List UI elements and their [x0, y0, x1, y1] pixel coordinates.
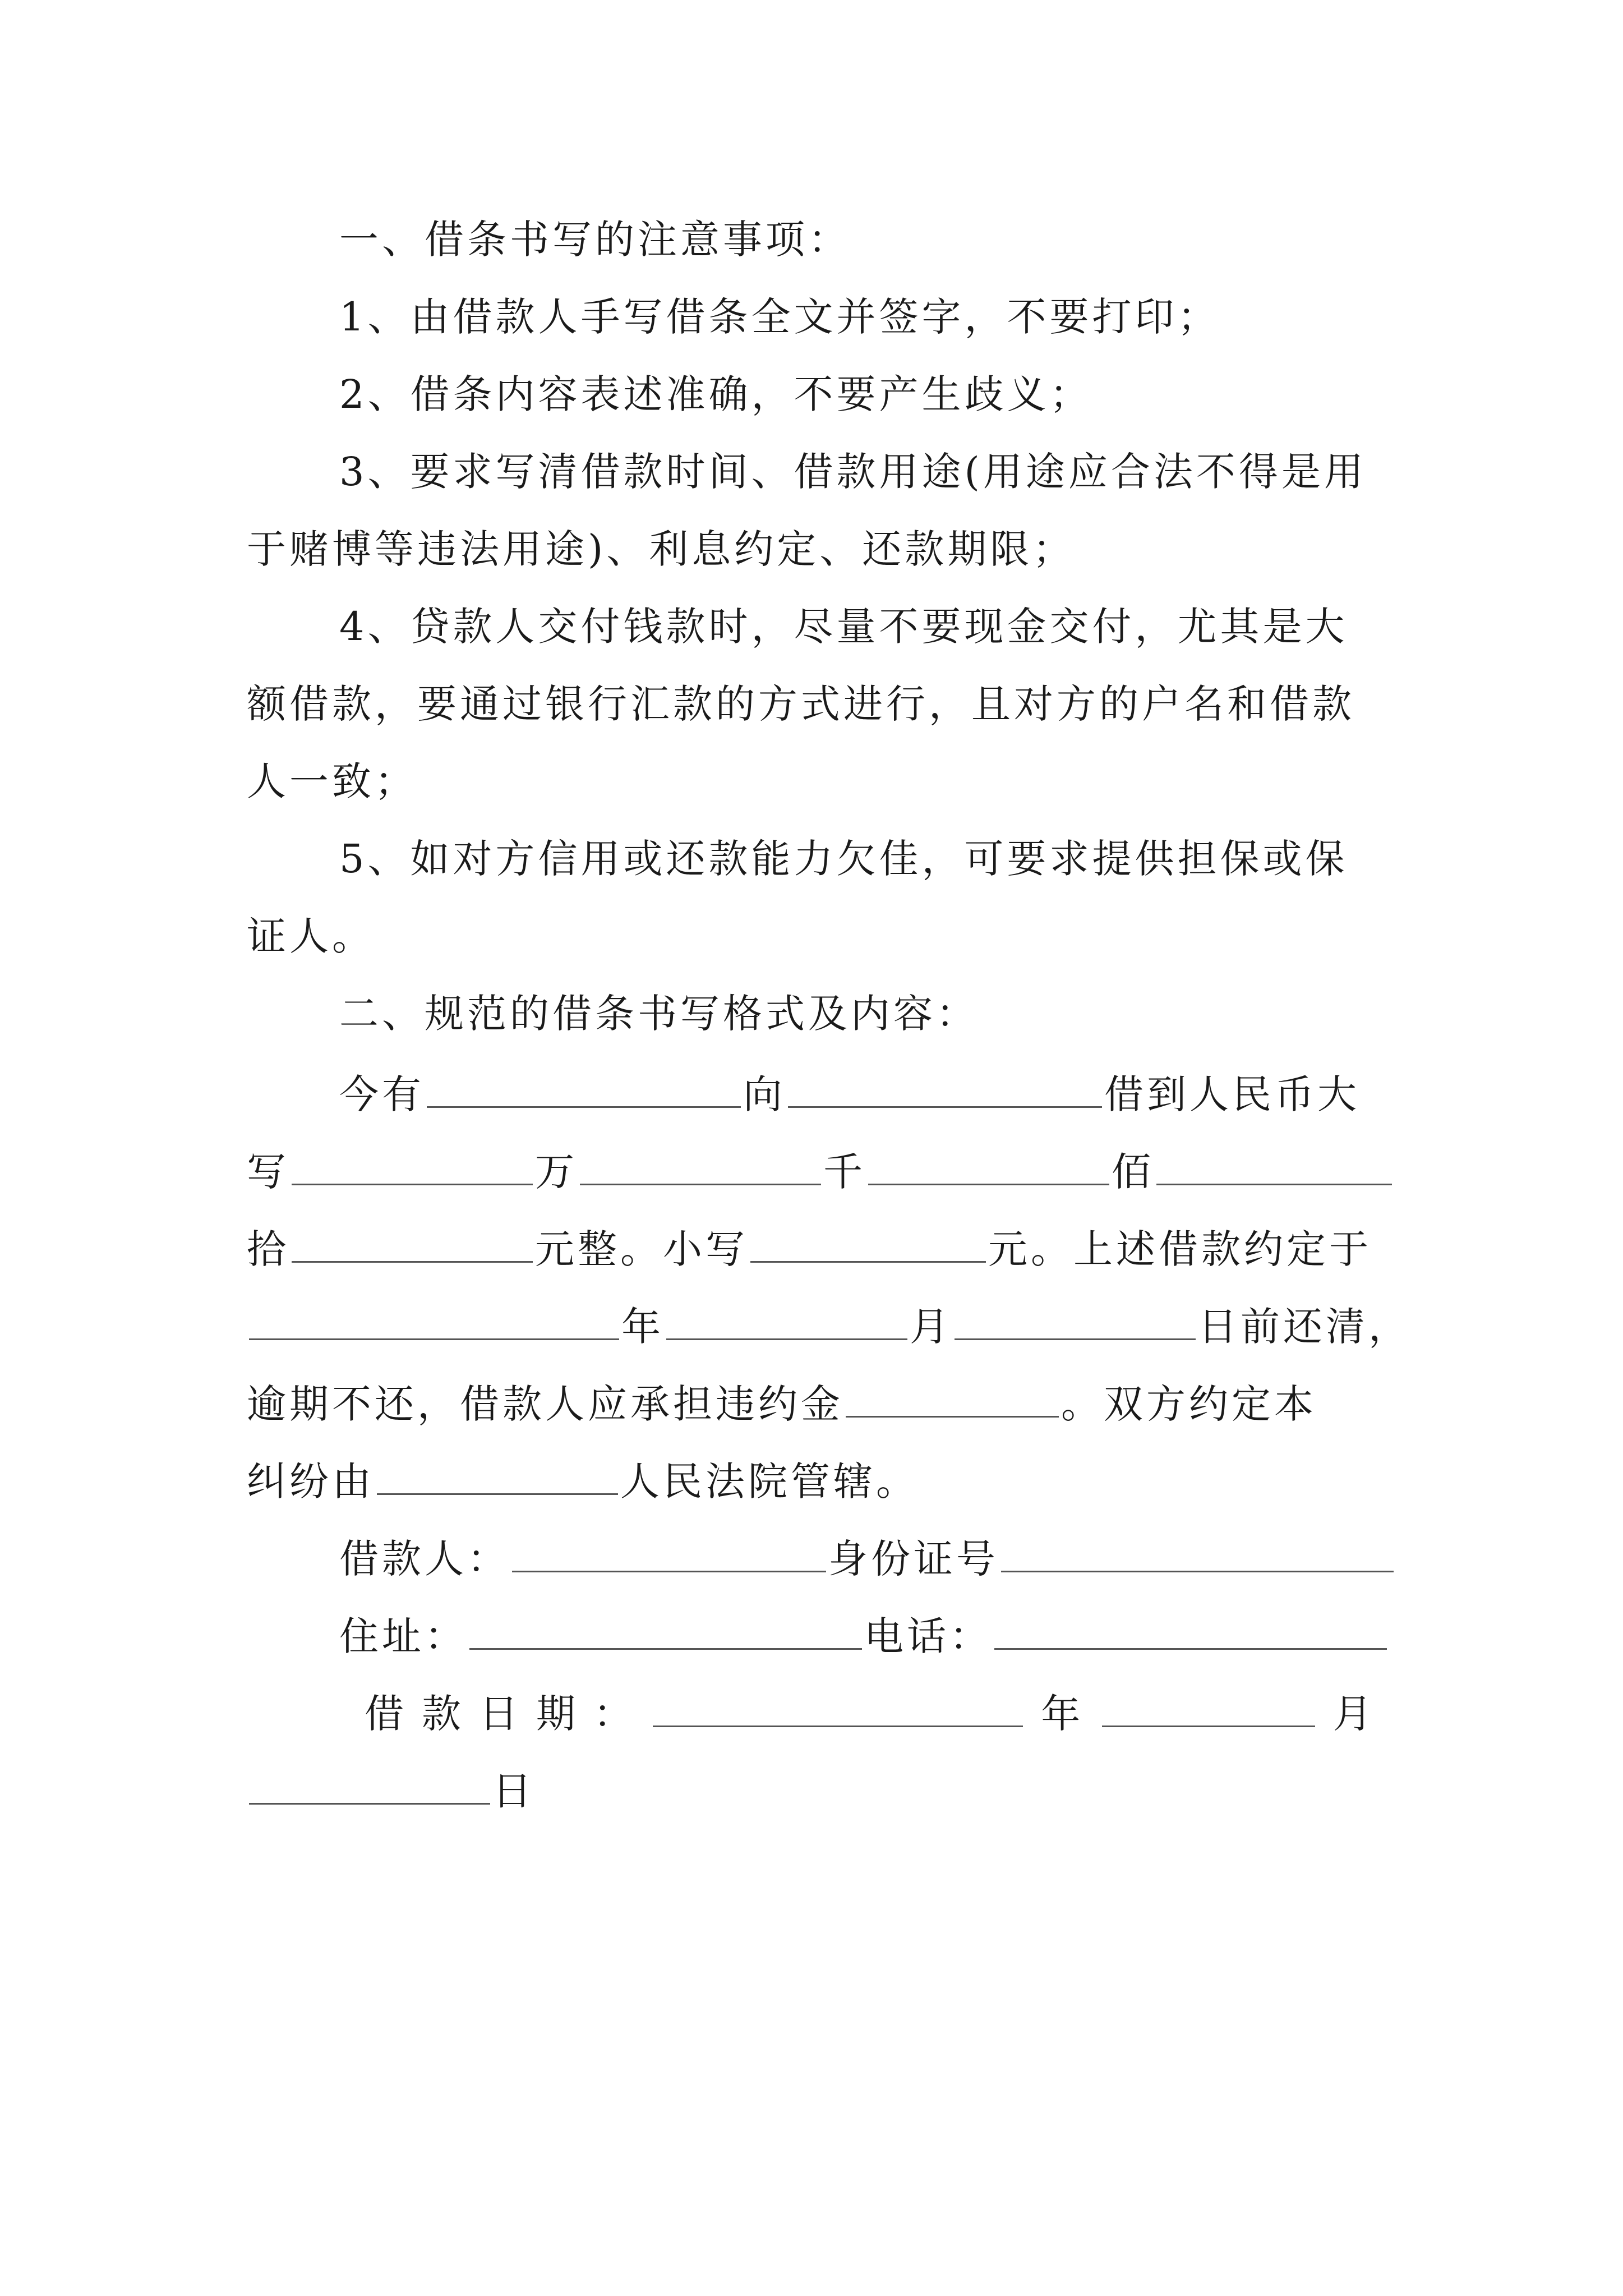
address-label: 住址： — [339, 1613, 467, 1659]
text-yuanzheng: 元整。小写 — [535, 1226, 748, 1272]
text-wan: 万 — [535, 1149, 578, 1195]
text-xiang: 向 — [743, 1071, 786, 1117]
date-label: 借款日期： — [365, 1691, 651, 1737]
note-item-5-line-2: 证人。 — [247, 913, 375, 959]
note-item-4-line-1: 4、贷款人交付钱款时，尽量不要现金交付，尤其是大 — [339, 604, 1348, 650]
text-bai: 佰 — [1112, 1149, 1154, 1195]
note-item-4-line-2: 额借款，要通过银行汇款的方式进行，且对方的户名和借款 — [247, 681, 1355, 727]
template-line-1 — [339, 1071, 1472, 1117]
repay-month-blank[interactable] — [666, 1304, 907, 1340]
borrower-blank[interactable] — [788, 1071, 1102, 1108]
signature-line-2 — [339, 1613, 1472, 1659]
note-item-3-line-2: 于赌博等违法用途)、利息约定、还款期限； — [247, 526, 1076, 572]
template-heading: 二、规范的借条书写格式及内容： — [339, 991, 979, 1037]
borrower-name-blank[interactable] — [512, 1536, 826, 1572]
address-blank[interactable] — [469, 1613, 862, 1650]
notes-heading: 一、借条书写的注意事项： — [339, 217, 851, 263]
note-item-1: 1、由借款人手写借条全文并签字，不要打印； — [339, 294, 1220, 340]
text-riqian: 日前还清， — [1198, 1304, 1411, 1350]
note-item-4-line-3: 人一致； — [247, 758, 417, 804]
template-line-6 — [247, 1458, 1380, 1504]
template-line-4 — [247, 1304, 1411, 1350]
text-yuan-shangshu: 元。上述借款约定于 — [988, 1226, 1372, 1272]
court-blank[interactable] — [377, 1458, 618, 1495]
date-year: 年 — [1041, 1691, 1084, 1737]
signature-line-3 — [365, 1691, 1497, 1737]
shi-blank[interactable] — [1156, 1149, 1392, 1185]
repay-year-blank[interactable] — [249, 1304, 619, 1340]
text-fayuan: 人民法院管辖。 — [620, 1458, 919, 1504]
template-line-3 — [247, 1226, 1380, 1272]
wan-blank[interactable] — [292, 1149, 533, 1185]
penalty-blank[interactable] — [846, 1381, 1059, 1418]
text-nian: 年 — [621, 1304, 664, 1350]
loan-day-blank[interactable] — [249, 1768, 490, 1805]
note-item-2: 2、借条内容表述准确，不要产生歧义； — [339, 371, 1092, 417]
date-day: 日 — [492, 1768, 535, 1814]
loan-year-blank[interactable] — [653, 1691, 1023, 1727]
id-number-blank[interactable] — [1001, 1536, 1394, 1572]
date-month: 月 — [1332, 1691, 1376, 1737]
text-xie: 写 — [247, 1149, 289, 1195]
small-amount-blank[interactable] — [750, 1226, 986, 1263]
signature-line-1 — [339, 1536, 1472, 1582]
text-yue: 月 — [910, 1304, 952, 1350]
qian-blank[interactable] — [580, 1149, 821, 1185]
template-line-2 — [247, 1149, 1380, 1195]
note-item-5-line-1: 5、如对方信用或还款能力欠佳，可要求提供担保或保 — [339, 836, 1348, 882]
text-jiufen: 纠纷由 — [247, 1458, 375, 1504]
loan-month-blank[interactable] — [1102, 1691, 1315, 1727]
phone-blank[interactable] — [994, 1613, 1387, 1650]
borrower-label: 借款人： — [339, 1536, 510, 1582]
signature-line-4 — [247, 1768, 1380, 1814]
bai-blank[interactable] — [868, 1149, 1109, 1185]
text-yuqi: 逾期不还，借款人应承担违约金 — [247, 1381, 843, 1427]
yuan-blank[interactable] — [292, 1226, 533, 1263]
phone-label: 电话： — [864, 1613, 992, 1659]
text-shuangfang: 。双方约定本 — [1061, 1381, 1317, 1427]
repay-day-blank[interactable] — [955, 1304, 1196, 1340]
text-shi: 拾 — [247, 1226, 289, 1272]
lender-blank[interactable] — [427, 1071, 741, 1108]
text-jinyou: 今有 — [339, 1071, 425, 1117]
text-qian: 千 — [823, 1149, 866, 1195]
id-label: 身份证号 — [828, 1536, 999, 1582]
text-jiedao: 借到人民币大 — [1104, 1071, 1360, 1117]
template-line-5 — [247, 1381, 1380, 1427]
note-item-3-line-1: 3、要求写清借款时间、借款用途(用途应合法不得是用 — [339, 449, 1367, 495]
